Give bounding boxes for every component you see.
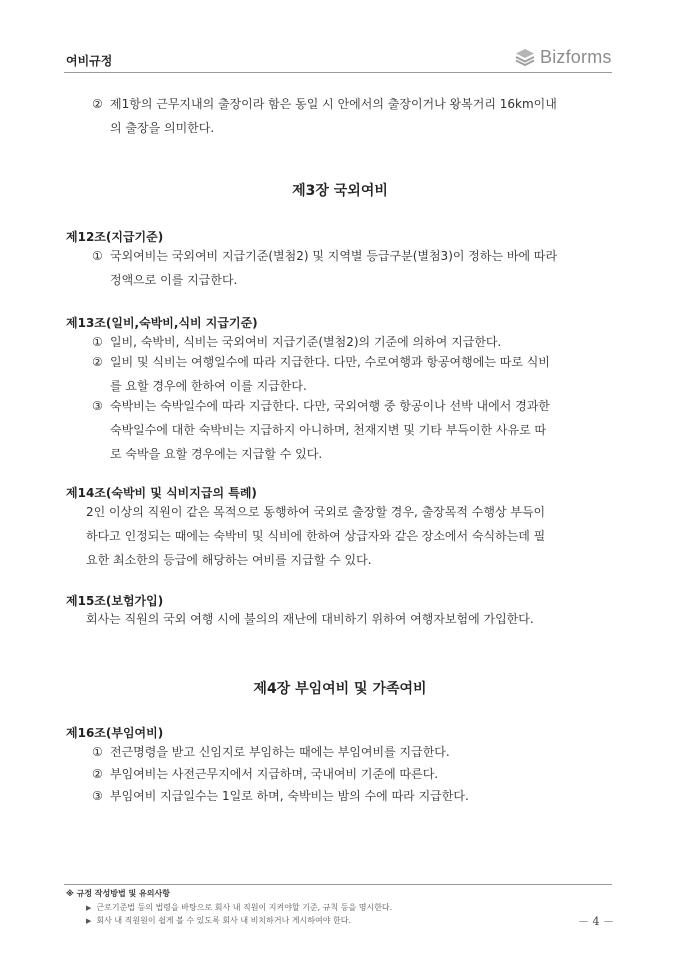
body-line: 하다고 인정되는 때에는 숙박비 및 식비에 한하여 상급자와 같은 장소에서 숙식하는데 필 — [86, 529, 546, 543]
clause-number: ② — [92, 355, 103, 369]
clause-line: 부임여비는 사전근무지에서 지급하며, 국내여비 기준에 따른다. — [110, 767, 439, 781]
triangle-bullet-icon: ▶ — [86, 904, 92, 912]
clause-line: 숙박일수에 대한 숙박비는 지급하지 아니하며, 천재지변 및 기타 부득이한 사유로 따 — [110, 423, 547, 437]
chapter-heading: 제3장 국외여비 — [292, 183, 388, 199]
clause-item — [92, 394, 608, 466]
clause-item — [92, 762, 608, 786]
document-title: 여비규정 — [66, 54, 113, 68]
clause-number: ① — [92, 249, 103, 263]
clause-line: 부임여비 지급일수는 1일로 하며, 숙박비는 밤의 수에 따라 지급한다. — [110, 789, 469, 803]
clause-item — [92, 350, 608, 398]
clause-item — [92, 244, 608, 292]
footer-note — [86, 915, 351, 926]
body-line: 2인 이상의 직원이 같은 목적으로 동행하여 국외로 출장할 경우, 출장목적 수행상 부득이 — [86, 505, 546, 519]
clause-item — [92, 784, 608, 808]
footer-divider — [64, 884, 612, 885]
clause-line: 를 요할 경우에 한하여 이를 지급한다. — [110, 379, 307, 393]
clause-line: 제1항의 근무지내의 출장이라 함은 동일 시 안에서의 출장이거나 왕복거리 16km이내 — [110, 97, 557, 111]
clause-number: ② — [92, 767, 103, 781]
clause-line: 전근명령을 받고 신임지로 부임하는 때에는 부임여비를 지급한다. — [110, 745, 450, 759]
article-body — [86, 500, 608, 572]
clause-number: ① — [92, 745, 103, 759]
triangle-bullet-icon: ▶ — [86, 917, 92, 925]
article-heading: 제16조(부임여비) — [66, 726, 164, 740]
article-body — [86, 607, 608, 631]
brand-logo — [514, 45, 612, 69]
page-number: － 4 － — [578, 915, 614, 928]
clause-line: 일비 및 식비는 여행일수에 따라 지급한다. 다만, 수로여행과 항공여행에는 따로 식비 — [110, 355, 550, 369]
stack-logo-icon — [514, 46, 536, 68]
clause-number: ③ — [92, 399, 103, 413]
footer-title: ※ 규정 작성방법 및 유의사항 — [66, 889, 170, 898]
footer-note-text: 회사 내 직원원이 쉽게 볼 수 있도록 회사 내 비치하거나 게시하여야 한다. — [96, 916, 352, 925]
clause-number: ③ — [92, 789, 103, 803]
clause-item — [92, 740, 608, 764]
body-line: 회사는 직원의 국외 여행 시에 불의의 재난에 대비하기 위하여 여행자보험에 가입한다. — [86, 612, 534, 626]
clause-line: 국외여비는 국외여비 지급기준(별첨2) 및 지역별 등급구분(별첨3)이 정하는 바에 따라 — [110, 249, 558, 263]
clause-line: 정액으로 이를 지급한다. — [110, 273, 238, 287]
clause-item — [92, 92, 608, 140]
header-divider — [64, 72, 612, 73]
article-heading: 제15조(보험가입) — [66, 594, 164, 608]
clause-line: 로 숙박을 요할 경우에는 지급할 수 있다. — [110, 447, 323, 461]
clause-number: ② — [92, 97, 103, 111]
clause-line: 숙박비는 숙박일수에 따라 지급한다. 다만, 국외여행 중 항공이나 선박 내에서 경과한 — [110, 399, 550, 413]
clause-line: 일비, 숙박비, 식비는 국외여비 지급기준(별첨2)의 기준에 의하여 지급한다. — [110, 335, 502, 349]
article-heading: 제14조(숙박비 및 식비지급의 특례) — [66, 486, 257, 500]
footer-note — [86, 902, 392, 913]
brand-name: Bizforms — [540, 46, 612, 67]
article-heading: 제12조(지급기준) — [66, 230, 164, 244]
chapter-heading: 제4장 부임여비 및 가족여비 — [253, 681, 427, 697]
article-heading: 제13조(일비,숙박비,식비 지급기준) — [66, 316, 258, 330]
body-line: 요한 최소한의 등급에 해당하는 여비를 지급할 수 있다. — [86, 553, 372, 567]
clause-line: 의 출장을 의미한다. — [110, 121, 215, 135]
footer-note-text: 근로기준법 등의 법령을 바탕으로 회사 내 직원이 지켜야할 기준, 규칙 등을 명시한다. — [96, 903, 393, 912]
clause-number: ① — [92, 335, 103, 349]
